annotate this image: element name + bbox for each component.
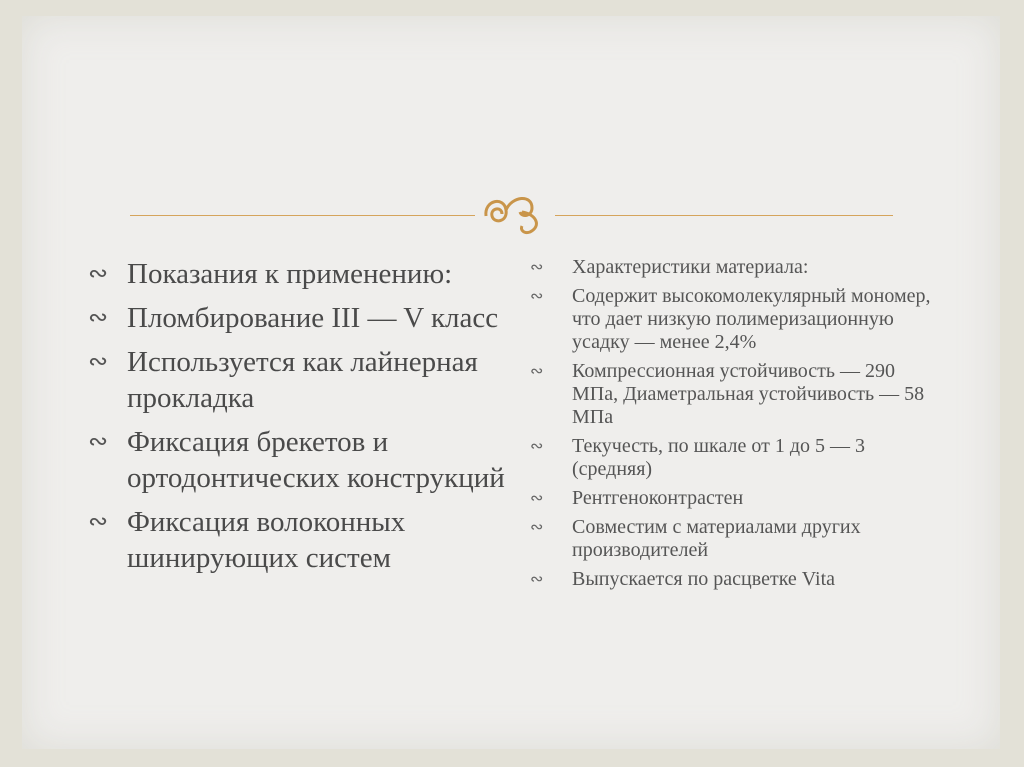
- list-item-text: Выпускается по расцветке Vita: [572, 568, 836, 590]
- list-item: [88, 256, 508, 292]
- list-item-text: Фиксация волоконных шинирующих систем: [127, 506, 406, 574]
- list-item: [530, 516, 950, 562]
- bullet-icon: ∾: [88, 305, 109, 331]
- list-item: [530, 285, 950, 354]
- list-item-text: Содержит высокомолекулярный мономер, что дает низкую полимеризационную усадку — менее 2,4%: [572, 285, 931, 353]
- bullet-icon: ∾: [530, 363, 544, 380]
- left-column: [88, 256, 508, 584]
- list-item: [530, 360, 950, 429]
- list-item-text: Текучесть, по шкале от 1 до 5 — 3 (средняя): [572, 435, 866, 480]
- divider-line-right: [555, 215, 893, 216]
- bullet-icon: ∾: [530, 259, 544, 276]
- list-item: [88, 344, 508, 416]
- bullet-icon: ∾: [88, 261, 109, 287]
- list-item-text: Рентгеноконтрастен: [572, 487, 744, 509]
- list-item-text: Совместим с материалами других производителей: [572, 516, 861, 561]
- list-item: [88, 504, 508, 576]
- list-item: [530, 435, 950, 481]
- list-item-text: Характеристики материала:: [572, 256, 809, 278]
- list-item-text: Фиксация брекетов и ортодонтических конструкций: [127, 426, 505, 494]
- list-item-text: Компрессионная устойчивость — 290 МПа, Диаметральная устойчивость — 58 МПа: [572, 360, 925, 428]
- list-item: [88, 424, 508, 496]
- bullet-icon: ∾: [88, 349, 109, 375]
- bullet-icon: ∾: [530, 519, 544, 536]
- bullet-icon: ∾: [530, 490, 544, 507]
- list-item-text: Используется как лайнерная прокладка: [127, 346, 478, 414]
- flourish-icon: [476, 186, 554, 236]
- list-item: [530, 568, 950, 591]
- right-column: [530, 256, 950, 597]
- bullet-icon: ∾: [88, 429, 109, 455]
- bullet-icon: ∾: [88, 509, 109, 535]
- bullet-icon: ∾: [530, 571, 544, 588]
- list-item: [530, 487, 950, 510]
- divider-line-left: [130, 215, 475, 216]
- list-item: [530, 256, 950, 279]
- list-item-text: Показания к применению:: [127, 258, 453, 290]
- bullet-icon: ∾: [530, 438, 544, 455]
- list-item-text: Пломбирование III — V класс: [127, 302, 499, 334]
- bullet-icon: ∾: [530, 288, 544, 305]
- list-item: [88, 300, 508, 336]
